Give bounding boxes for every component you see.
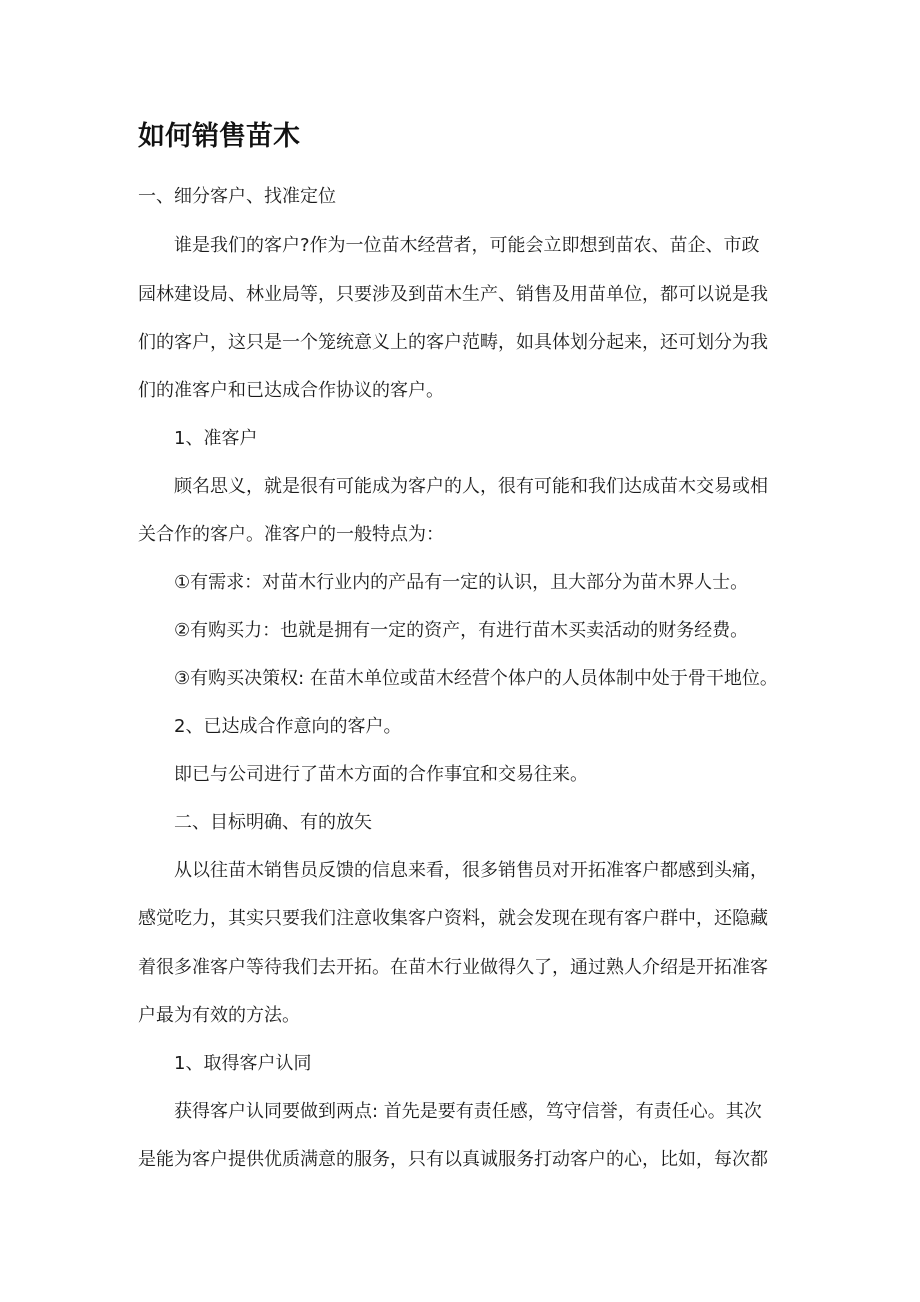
paragraph-line: 是能为客户提供优质满意的服务，只有以真诚服务打动客户的心，比如，每次都 bbox=[138, 1149, 768, 1170]
list-item: ①有需求：对苗木行业内的产品有一定的认识，且大部分为苗木界人士。 bbox=[174, 572, 749, 593]
paragraph-line: 们的客户，这只是一个笼统意义上的客户范畴，如具体划分起来，还可划分为我 bbox=[138, 332, 768, 353]
paragraph-line: 从以往苗木销售员反馈的信息来看，很多销售员对开拓准客户都感到头痛， bbox=[174, 860, 768, 881]
subsection-heading: 2、已达成合作意向的客户。 bbox=[174, 716, 402, 737]
subsection-heading: 1、取得客户认同 bbox=[174, 1053, 312, 1074]
subsection-heading: 1、准客户 bbox=[174, 428, 258, 449]
paragraph-line: 即已与公司进行了苗木方面的合作事宜和交易往来。 bbox=[174, 764, 588, 785]
paragraph-line: 谁是我们的客户?作为一位苗木经营者，可能会立即想到苗农、苗企、市政 bbox=[174, 235, 760, 256]
paragraph-line: 户最为有效的方法。 bbox=[138, 1005, 300, 1026]
list-item: ③有购买决策权: 在苗木单位或苗木经营个体户的人员体制中处于骨干地位。 bbox=[174, 668, 778, 689]
paragraph-line: 园林建设局、林业局等，只要涉及到苗木生产、销售及用苗单位，都可以说是我 bbox=[138, 284, 768, 305]
list-item: ②有购买力：也就是拥有一定的资产，有进行苗木买卖活动的财务经费。 bbox=[174, 620, 749, 641]
paragraph-line: 获得客户认同要做到两点: 首先是要有责任感，笃守信誉，有责任心。其次 bbox=[174, 1101, 762, 1122]
paragraph-line: 顾名思义，就是很有可能成为客户的人，很有可能和我们达成苗木交易或相 bbox=[174, 476, 768, 497]
section-heading: 一、细分客户、找准定位 bbox=[138, 186, 336, 207]
paragraph-line: 感觉吃力，其实只要我们注意收集客户资料，就会发现在现有客户群中，还隐藏 bbox=[138, 908, 768, 929]
document-title: 如何销售苗木 bbox=[138, 121, 300, 152]
paragraph-line: 着很多准客户等待我们去开拓。在苗木行业做得久了，通过熟人介绍是开拓准客 bbox=[138, 957, 768, 978]
section-heading: 二、目标明确、有的放矢 bbox=[174, 812, 372, 833]
paragraph-line: 们的准客户和已达成合作协议的客户。 bbox=[138, 380, 444, 401]
paragraph-line: 关合作的客户。准客户的一般特点为： bbox=[138, 524, 444, 545]
